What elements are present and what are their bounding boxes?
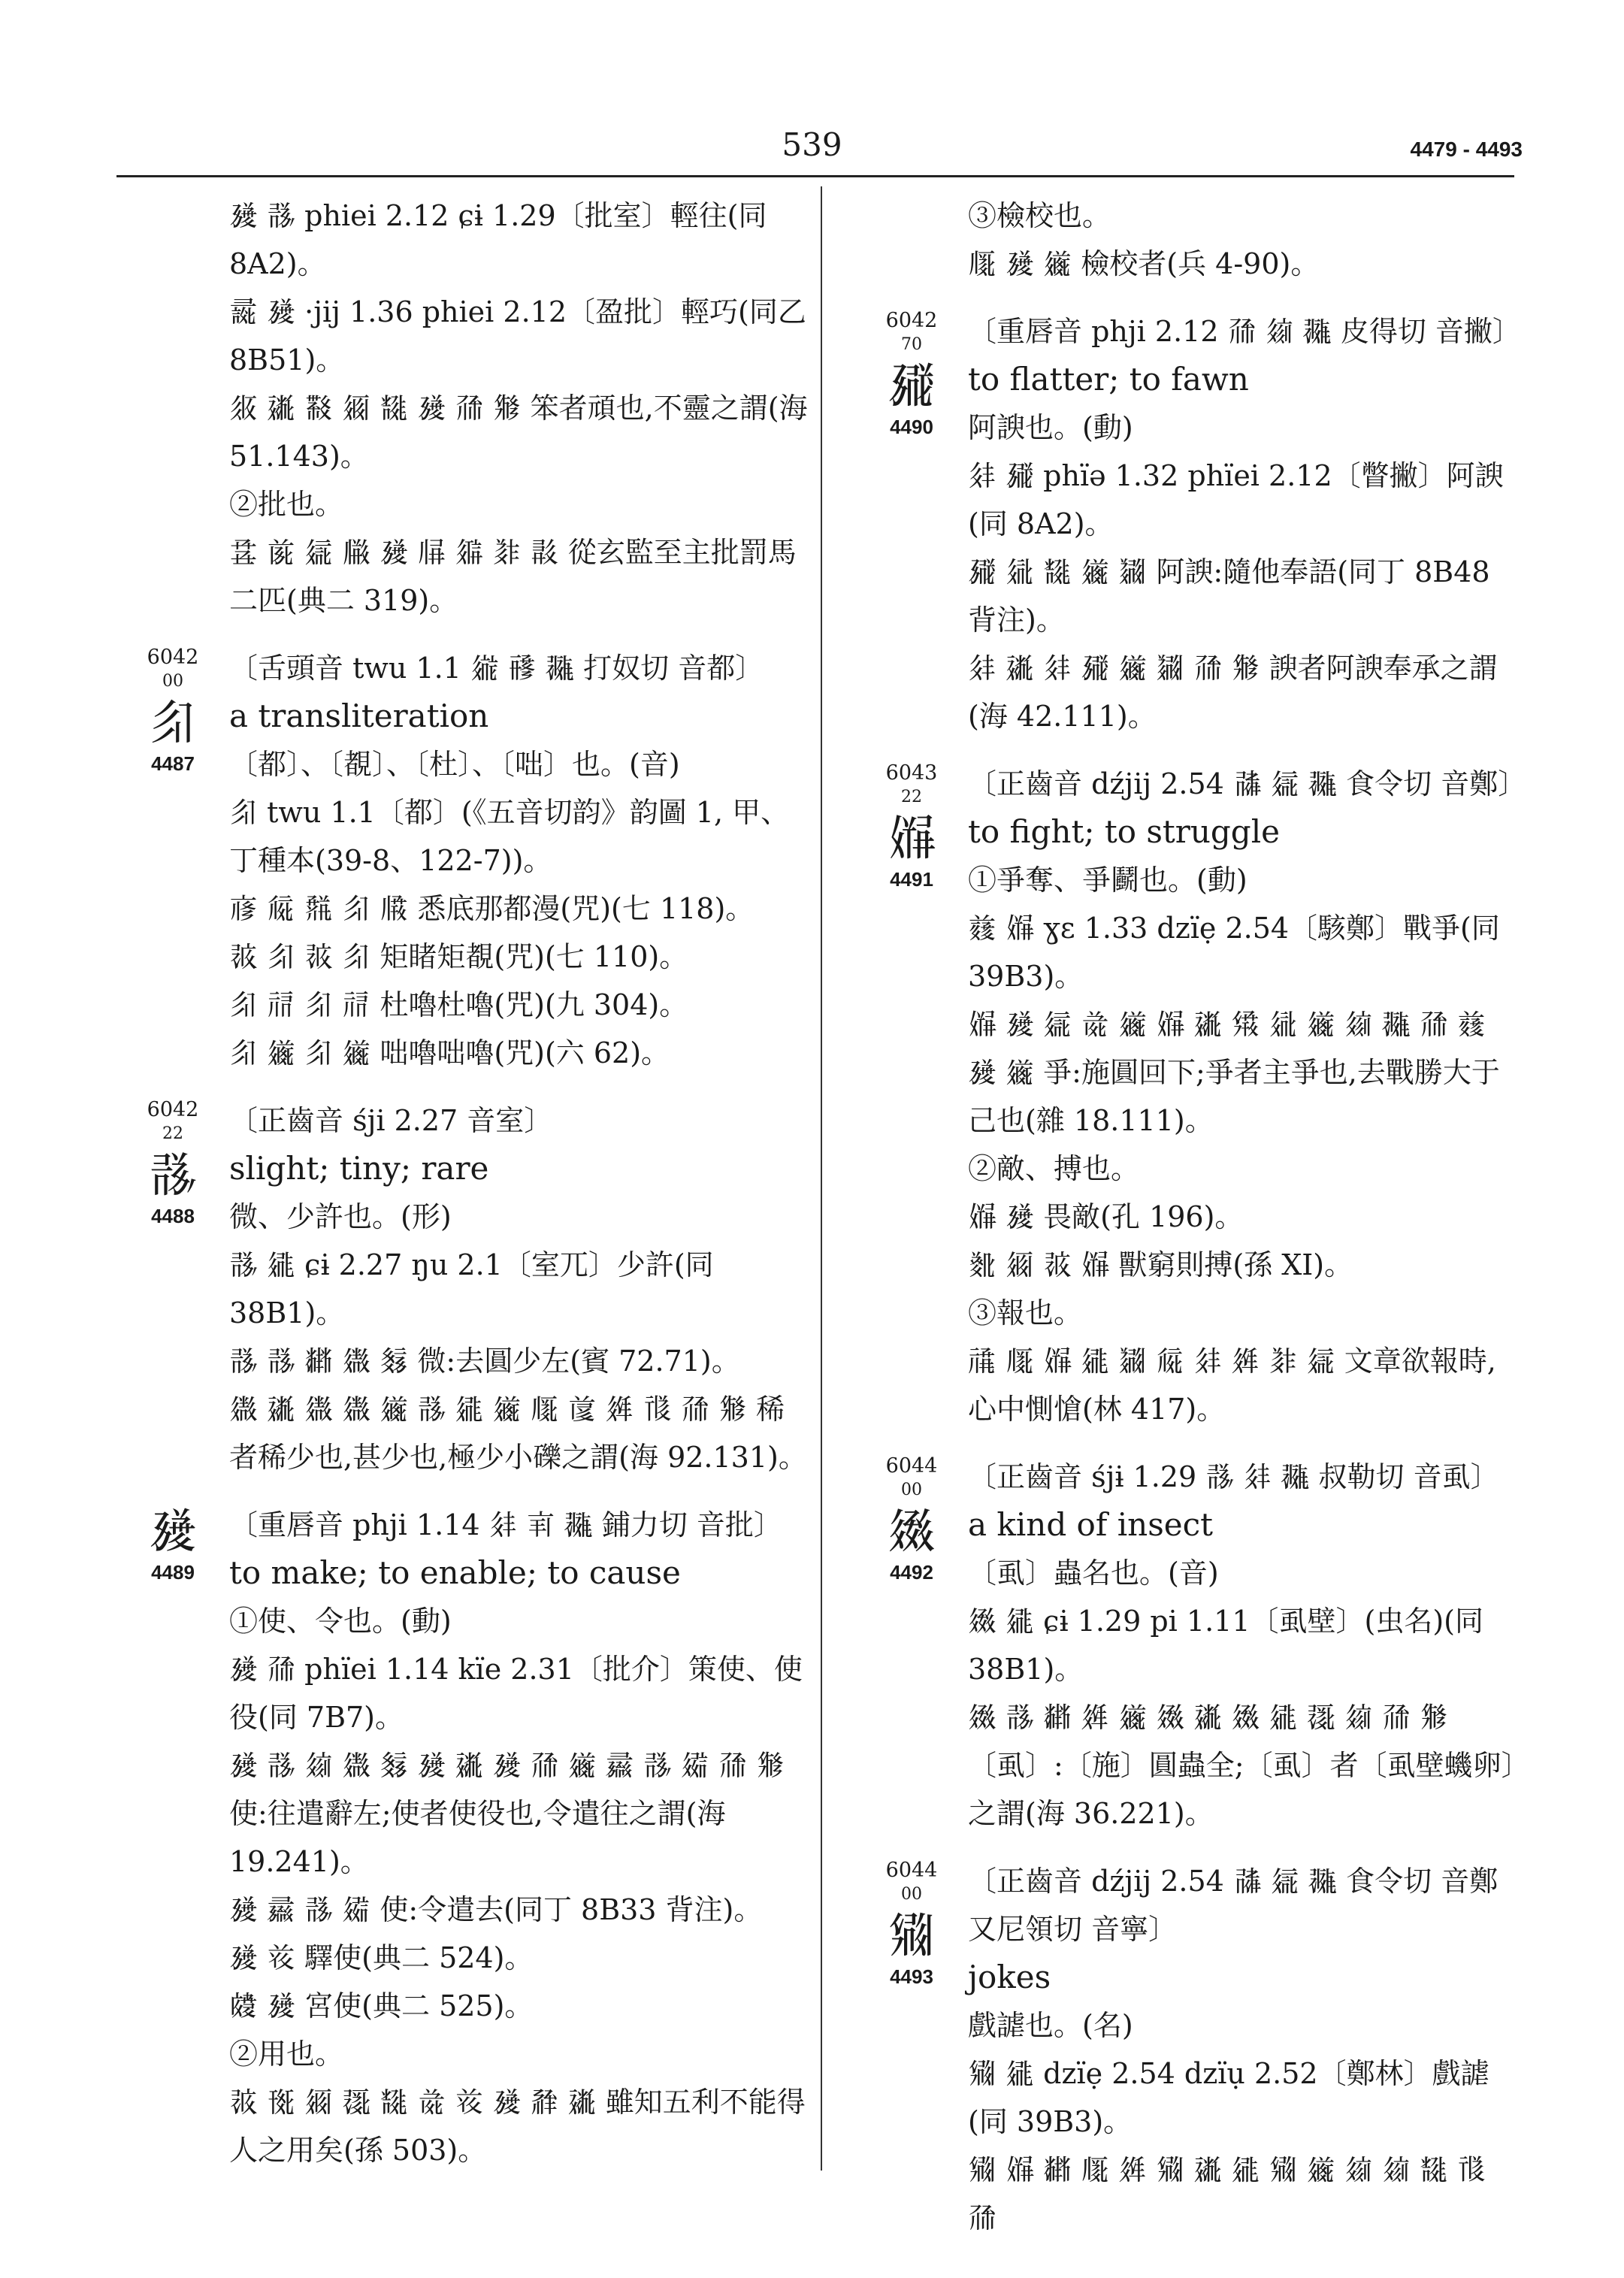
- entry-number: 4489: [151, 1561, 195, 1584]
- definition-line: 𗢳 𗉵 phïə 1.32 phïei 2.12〔瞥撇〕阿諛(同 8A2)。: [968, 459, 1504, 540]
- definition-line: 〔虱〕蟲名也。(音): [968, 1556, 1219, 1590]
- entry-margin: [143, 1097, 203, 1229]
- definition-line: 𗋨 𗏵 𘂤 𗅲 𗤶 𗋨 𗡶 𗧓 𗋨 𗫂 𗦻 𗦻 𘌗 𗌰 𗗙: [968, 2153, 1486, 2234]
- pronunciation: 〔重唇音 phji 2.12 𗗙 𗦻 𗖵 皮得切 音撇〕: [968, 315, 1521, 348]
- continuation-line: 𗉳 𘃽 phiei 2.12 ɕɨ 1.29〔批室〕輕往(同 8A2)。: [229, 199, 767, 280]
- entry-subcode: 22: [162, 1124, 183, 1143]
- definition-line: 𗼃 twu 1.1〔都〕(《五音切韵》韵圖 1, 甲、丁種本(39-8、122-7))。: [229, 796, 790, 877]
- definition-line: 戲謔也。(名): [968, 2009, 1133, 2042]
- left-continuation: [101, 192, 808, 625]
- english-gloss: a transliteration: [229, 697, 489, 734]
- definition-line: 𗉳 𗕴 𘃽 𗩴 使:令遣去(同丁 8B33 背注)。: [229, 1893, 763, 1926]
- definition-line: 𘃽 𘃽 𘂤 𗪜 𘊐 微:去圓少左(賓 72.71)。: [229, 1345, 740, 1378]
- entry-code: 6044: [885, 1454, 938, 1478]
- entry-code: 6043: [885, 761, 938, 785]
- continuation-line: 𘞌 𗐯 𗦇 𗆐 𗉳 𗅁 𗦗 𘎳 𘗽 從玄監至主批罰馬二匹(典二 319)。: [229, 536, 797, 617]
- entry-code: 6042: [147, 1098, 199, 1121]
- entry-margin: [882, 760, 942, 892]
- entry-4488: [101, 1097, 808, 1481]
- definition-line: ②敵、搏也。: [968, 1152, 1140, 1185]
- definition-line: 𗓺 𗏵 ɣɛ 1.33 dzïẹ 2.54〔駭鄭〕戰爭(同 39B3)。: [968, 912, 1500, 993]
- definition-line: 阿諛也。(動): [968, 411, 1133, 444]
- entry-number: 4492: [890, 1561, 933, 1584]
- entry-margin: [882, 1453, 942, 1585]
- entry-number: 4487: [151, 752, 195, 775]
- entry-subcode: 00: [162, 672, 183, 691]
- head-character: 𗋨: [888, 1908, 936, 1964]
- english-gloss: to make; to enable; to cause: [229, 1554, 681, 1591]
- continuation-line: ②批也。: [229, 488, 344, 521]
- definition-line: 𗇋 𗏁 𘜘 𗼃 𗆗 悉底那都漫(咒)(七 118)。: [229, 892, 755, 925]
- definition-line: 𘝯 𗥃 𗖖 𗏵 獸窮則搏(孫 XI)。: [968, 1248, 1353, 1281]
- pronunciation: 〔正齒音 śjɨ 1.29 𘃽 𗢳 𗖵 叔勒切 音虱〕: [968, 1460, 1499, 1493]
- entry-4489: [101, 1501, 808, 2174]
- english-gloss: jokes: [968, 1959, 1051, 1995]
- continuation-line: 𗅲 𗉳 𗫂 檢校者(兵 4-90)。: [968, 247, 1320, 280]
- head-character: 𗼃: [149, 695, 197, 751]
- definition-line: ③報也。: [968, 1296, 1083, 1330]
- definition-line: 𘊿 𗉳 宮使(典二 525)。: [229, 1989, 534, 2022]
- definition-line: ②用也。: [229, 2037, 344, 2071]
- english-gloss: to fight; to struggle: [968, 813, 1280, 850]
- head-character: 𗉵: [888, 358, 936, 414]
- definition-line: 〔都〕、〔覩〕、〔杜〕、〔咄〕也。(音): [229, 748, 680, 781]
- right-continuation: [840, 192, 1520, 288]
- entry-number: 4493: [890, 1965, 933, 1988]
- entry-margin: [882, 1857, 942, 1989]
- definition-line: ①爭奪、爭鬬也。(動): [968, 864, 1247, 897]
- definition-line: 微、少許也。(形): [229, 1200, 452, 1233]
- entry-4490: [840, 307, 1520, 740]
- definition-line: 𗨰 𗧓 ɕɨ 1.29 pi 1.11〔虱壁〕(虫名)(同 38B1)。: [968, 1605, 1484, 1686]
- entry-4492: [840, 1453, 1520, 1838]
- definition-line: 𗖖 𗼃 𗖖 𗼃 矩睹矩覩(咒)(七 110)。: [229, 940, 688, 973]
- entry-subcode: 00: [901, 1885, 922, 1904]
- english-gloss: slight; tiny; rare: [229, 1150, 489, 1187]
- header-rule: [116, 175, 1514, 177]
- definition-line: 𗪜 𗡶 𗪜 𗪜 𗫂 𘃽 𗧓 𗫂 𗅲 𗑛 𗤶 𗌰 𗗙 𗊬 稀者稀少也,甚少也,極少小礫之謂(海 92.131)。: [229, 1393, 807, 1474]
- column-divider: [821, 186, 822, 2171]
- definition-line: 𗼃 𗘺 𗼃 𗘺 杜嚕杜嚕(咒)(九 304)。: [229, 988, 688, 1021]
- definition-line: 𗖖 𗍊 𗥃 𗖰 𘌗 𗯨 𘝞 𗉳 𗴂 𗡶 雖知五利不能得人之用矣(孫 503)。: [229, 2086, 806, 2167]
- definition-line: 𗉵 𗣼 𘌗 𗫂 𘐳 阿諛:隨他奉語(同丁 8B48 背注)。: [968, 555, 1490, 637]
- entry-code: 6042: [885, 309, 938, 332]
- pronunciation: 〔正齒音 śji 2.27 音室〕: [229, 1104, 553, 1137]
- entry-code: 6044: [885, 1859, 938, 1882]
- head-character: 𗨰: [888, 1504, 936, 1560]
- pronunciation: 〔重唇音 phji 1.14 𗢳 𗇊 𗖵 鋪力切 音批〕: [229, 1508, 782, 1541]
- pronunciation: 〔舌頭音 twu 1.1 𗨁 𗟭 𗖵 打奴切 音都〕: [229, 652, 764, 685]
- entry-number: 4490: [890, 416, 933, 438]
- pronunciation: 〔正齒音 dźjij 2.54 𗰜 𗦇 𗖵 食令切 音鄭又尼領切 音寧〕: [968, 1865, 1498, 1946]
- head-character: 𗉳: [149, 1504, 197, 1560]
- left-column: [101, 192, 808, 2194]
- entry-number: 4488: [151, 1205, 195, 1227]
- head-character: 𗏵: [888, 811, 936, 867]
- definition-line: 𗼃 𗫂 𗼃 𗫂 咄嚕咄嚕(咒)(六 62)。: [229, 1036, 670, 1069]
- definition-line: 𘃽 𗧓 ɕɨ 2.27 ŋu 2.1〔室兀〕少許(同 38B1)。: [229, 1248, 714, 1330]
- entry-subcode: 00: [901, 1481, 922, 1499]
- english-gloss: to flatter; to fawn: [968, 361, 1249, 398]
- right-column: [840, 192, 1527, 2261]
- entry-margin: [143, 1501, 203, 1585]
- page-number: 539: [782, 126, 842, 163]
- definition-line: 𗋨 𗧓 dzïẹ 2.54 dzïụ 2.52〔鄭林〕戲謔(同 39B3)。: [968, 2057, 1489, 2138]
- head-character: 𘃽: [149, 1148, 197, 1203]
- entry-margin: [882, 307, 942, 440]
- english-gloss: a kind of insect: [968, 1506, 1214, 1543]
- definition-line: 𗉳 𗗙 phïei 1.14 kïe 2.31〔批介〕策使、使役(同 7B7)。: [229, 1653, 803, 1734]
- page-range: 4479 - 4493: [1410, 138, 1523, 161]
- pronunciation: 〔正齒音 dźjij 2.54 𗰜 𗦇 𗖵 食令切 音鄭〕: [968, 767, 1527, 800]
- entry-number: 4491: [890, 868, 933, 891]
- continuation-line: ③檢校也。: [968, 199, 1111, 232]
- entry-subcode: 70: [901, 335, 922, 354]
- definition-line: 𗏵 𗉳 𗦇 𗯨 𗫂 𗏵 𗡶 𗋽 𗣼 𗫂 𗦻 𗖵 𗗙 𗓺 𗉳 𗫂 爭:施圓回下;爭者主爭也,去戰勝大于己也(雜 18.111)。: [968, 1008, 1500, 1137]
- definition-line: 𗢳 𗡶 𗢳 𗉵 𗫂 𘐳 𗗙 𗊬 諛者阿諛奉承之謂(海 42.111)。: [968, 652, 1498, 733]
- definition-line: ①使、令也。(動): [229, 1605, 452, 1638]
- definition-line: 𗏵 𗉳 畏敵(孔 196)。: [968, 1200, 1244, 1233]
- entry-subcode: 22: [901, 788, 922, 806]
- definition-line: 𗉳 𘃽 𗦻 𗪜 𘊐 𗉳 𗡶 𗉳 𗗙 𗫂 𗕴 𘃽 𗩴 𗗙 𗊬 使:往遣辭左;使者使役也,令遣往之謂(海 19.241)。: [229, 1749, 785, 1878]
- entry-4491: [840, 760, 1527, 1433]
- definition-line: 𗙚 𗅲 𗏵 𗧓 𘐳 𗏁 𗢳 𗤶 𘎳 𗦇 文章欲報時,心中惻愴(林 417)。: [968, 1345, 1496, 1426]
- entry-code: 6042: [147, 646, 199, 669]
- continuation-line: 𗼇 𗡶 𘜶 𗥃 𘌗 𗉳 𗗙 𗊬 笨者頑也,不靈之謂(海 51.143)。: [229, 392, 808, 473]
- continuation-line: 𗕭 𗉳 ·jij 1.36 phiei 2.12〔盈批〕輕巧(同乙 8B51)。: [229, 295, 806, 377]
- entry-4487: [101, 644, 808, 1077]
- entry-4493: [840, 1857, 1520, 2242]
- entry-margin: [143, 644, 203, 776]
- definition-line: 𗨰 𘃽 𘂤 𗤶 𗫂 𗨰 𗡶 𗨰 𗧓 𗖰 𗦻 𗗙 𗊬 〔虱〕:〔施〕圓蟲全;〔虱〕者〔虱壁蟣卵〕之謂(海 36.221)。: [968, 1701, 1516, 1830]
- definition-line: 𗉳 𘝞 驛使(典二 524)。: [229, 1941, 534, 1974]
